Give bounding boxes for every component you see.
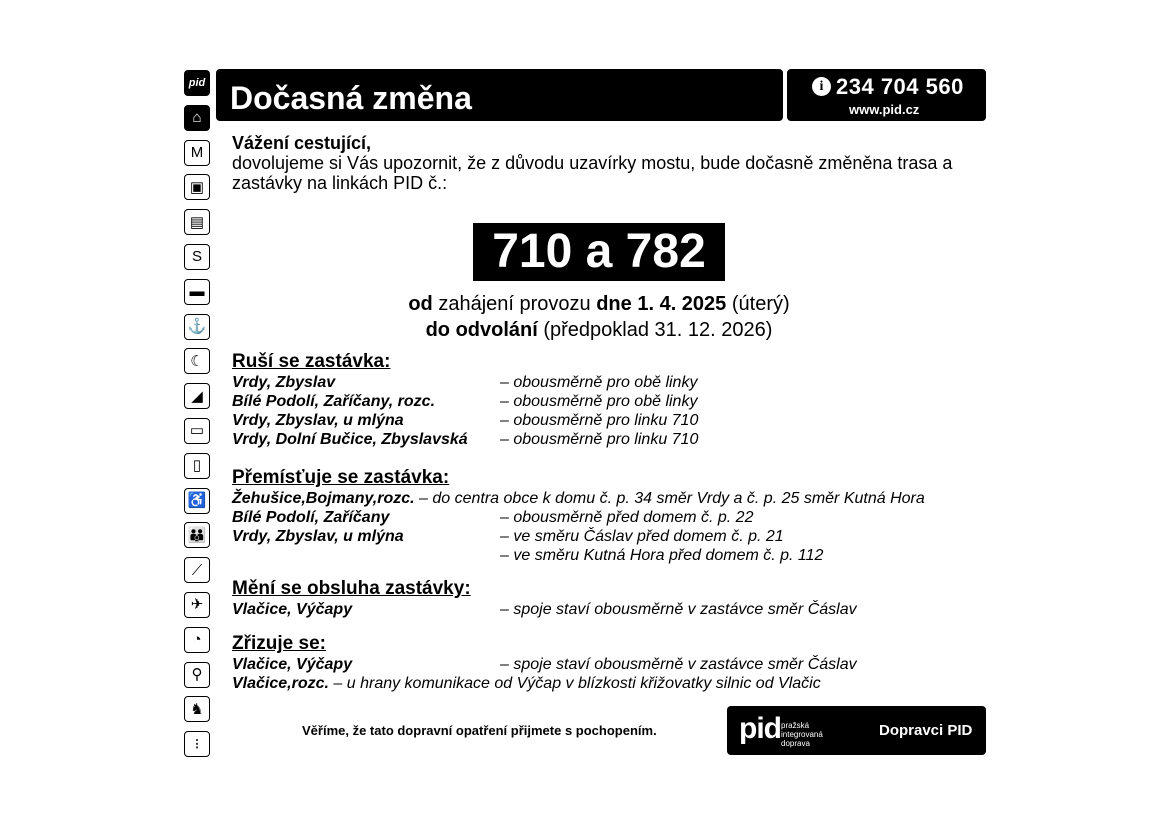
service-section — [232, 578, 857, 619]
stop-name — [232, 546, 500, 565]
moved-first — [232, 489, 925, 508]
stop-row — [232, 411, 698, 430]
intro — [232, 133, 972, 193]
greeting: Vážení cestující, — [232, 133, 372, 153]
stop-name: Bílé Podolí, Zaříčany — [232, 509, 390, 526]
established-last — [232, 674, 857, 693]
from-text: zahájení provozu — [432, 293, 597, 315]
info-phone: 234 704 560 — [836, 74, 964, 99]
info-web: www.pid.cz — [849, 102, 920, 117]
stop-note: – spoje staví obousměrně v zastávce směr Čáslav — [500, 601, 857, 618]
validity — [232, 291, 966, 343]
info-box — [787, 69, 986, 121]
cancelled-section — [232, 351, 698, 449]
line-numbers: 710 a 782 — [473, 223, 725, 281]
moved-section — [232, 467, 925, 565]
established-section — [232, 633, 857, 693]
stop-row — [232, 527, 925, 546]
stop-row — [232, 373, 698, 392]
stop-row — [232, 392, 698, 411]
service-list — [232, 600, 857, 619]
airplane-icon: ✈ — [184, 592, 210, 618]
info-icon: i — [812, 77, 831, 96]
from-date: dne 1. 4. 2025 — [596, 293, 727, 315]
tram-icon: ▣ — [184, 174, 210, 200]
walking-icon: ⁝ — [184, 731, 210, 757]
validity-until — [232, 317, 966, 343]
established-list — [232, 655, 857, 674]
operator-label: Dopravci PID — [879, 722, 973, 739]
stop-name: Vrdy, Dolní Bučice, Zbyslavská — [232, 431, 468, 448]
ferry-icon: ⚓ — [184, 314, 210, 340]
established-last-stop: Vlačice,rozc. — [232, 675, 329, 692]
sidebar-icons — [184, 70, 212, 766]
established-last-note: – u hrany komunikace od Výčap v blízkosti křižovatky silnic od Vlačic — [328, 675, 821, 692]
people-icon: 👪 — [184, 522, 210, 548]
dog-icon: ♞ — [184, 696, 210, 722]
s-train-icon: S — [184, 244, 210, 270]
intro-text: dovolujeme si Vás upozornit, že z důvodu uzavírky mostu, bude dočasně změněna trasa a zastávky na linkách PID č.: — [232, 153, 953, 193]
title-bar — [216, 69, 783, 121]
metro-icon: M — [184, 140, 210, 166]
from-day: (úterý) — [726, 293, 790, 315]
stop-note: – obousměrně pro obě linky — [500, 393, 698, 410]
stop-row — [232, 600, 857, 619]
stop-name: Vrdy, Zbyslav — [232, 374, 336, 391]
stop-note: – obousměrně pro linku 710 — [500, 431, 699, 448]
stop-name: Vrdy, Zbyslav, u mlýna — [232, 528, 404, 545]
moved-list — [232, 508, 925, 565]
stop-note: – ve směru Čáslav před domem č. p. 21 — [500, 528, 784, 545]
stop-row — [232, 430, 698, 449]
moved-first-stop: Žehušice,Bojmany,rozc. — [232, 490, 415, 507]
stop-name: Vrdy, Zbyslav, u mlýna — [232, 412, 404, 429]
page-title: Dočasná změna — [230, 80, 472, 116]
footer-message: Věříme, že tato dopravní opatření přijmete s pochopením. — [302, 723, 657, 738]
until-text: (předpoklad 31. 12. 2026) — [537, 319, 773, 341]
stop-row — [232, 508, 925, 527]
pid-logo-icon: pid — [184, 70, 210, 96]
moved-heading: Přemísťuje se zastávka: — [232, 467, 450, 488]
pid-footer-box — [727, 706, 986, 755]
stop-row — [232, 546, 925, 565]
wheelchair-icon: ♿ — [184, 488, 210, 514]
funicular-icon: ◢ — [184, 383, 210, 409]
stop-name: Vlačice, Výčapy — [232, 656, 353, 673]
night-icon: ☾ — [184, 348, 210, 374]
from-label: od — [408, 293, 433, 315]
tram-stop-icon: ⌂ — [184, 105, 210, 131]
stop-note: – obousměrně pro linku 710 — [500, 412, 699, 429]
train-icon: ▬ — [184, 279, 210, 305]
service-heading: Mění se obsluha zastávky: — [232, 578, 471, 599]
stop-row — [232, 655, 857, 674]
pid-logo-subtitle: pražská integrovaná doprava — [781, 721, 823, 748]
established-heading: Zřizuje se: — [232, 633, 326, 654]
cancelled-heading: Ruší se zastávka: — [232, 351, 391, 372]
stop-note: – spoje staví obousměrně v zastávce směr Čáslav — [500, 656, 857, 673]
ticket-icon: ▭ — [184, 418, 210, 444]
bicycle-icon: ⚲ — [184, 662, 210, 688]
ticket-machine-icon: ▯ — [184, 453, 210, 479]
pid-logo: pid — [739, 712, 781, 745]
stop-note: – obousměrně před domem č. p. 22 — [500, 509, 754, 526]
moved-first-note: – do centra obce k domu č. p. 34 směr Vrdy a č. p. 25 směr Kutná Hora — [414, 490, 925, 507]
validity-from — [232, 291, 966, 317]
stop-note: – ve směru Kutná Hora před domem č. p. 112 — [500, 547, 824, 564]
stop-note: – obousměrně pro obě linky — [500, 374, 698, 391]
stroller-icon: ◔ — [184, 627, 210, 653]
until-label: do odvolání — [425, 319, 538, 341]
bus-icon: ▤ — [184, 209, 210, 235]
cancelled-list — [232, 373, 698, 449]
stop-name: Bílé Podolí, Zaříčany, rozc. — [232, 393, 436, 410]
escalator-icon: ⟋ — [184, 557, 210, 583]
stop-name: Vlačice, Výčapy — [232, 601, 353, 618]
